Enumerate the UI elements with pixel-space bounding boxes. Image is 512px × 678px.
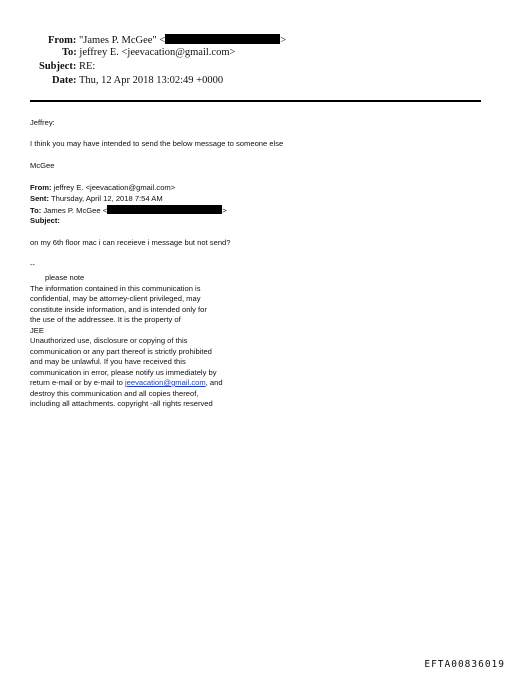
header-from-value: "James P. McGee" < xyxy=(79,35,166,46)
header-date-value: Thu, 12 Apr 2018 13:02:49 +0000 xyxy=(78,75,224,86)
quoted-subject xyxy=(30,216,60,226)
return-line-pre: return e-mail or by e-mail to xyxy=(30,378,125,387)
quoted-sent-value: Thursday, April 12, 2018 7:54 AM xyxy=(50,194,163,203)
please-note: please note xyxy=(45,273,85,282)
quoted-to-label: To: xyxy=(30,206,42,215)
header-subject xyxy=(39,61,95,73)
return-line-post: , and xyxy=(205,378,223,387)
signature-separator: -- xyxy=(30,260,36,269)
header-from-label: From: xyxy=(48,35,77,46)
quoted-subject-label: Subject: xyxy=(30,216,60,225)
disclaimer-line-5: JEE xyxy=(30,326,44,335)
disclaimer-line-3: constitute inside information, and is intended only for xyxy=(30,305,207,314)
disclaimer-line-6: Unauthorized use, disclosure or copying of this xyxy=(30,336,188,345)
reply-signature: McGee xyxy=(30,161,55,170)
quoted-sent xyxy=(30,194,163,204)
disclaimer-line-9: communication in error, please notify us immediately by xyxy=(30,368,217,377)
closing-line-1: destroy this communication and all copies thereof, xyxy=(30,389,199,398)
header-date xyxy=(52,75,223,87)
header-to-value: jeffrey E. <jeevacation@gmail.com> xyxy=(79,47,236,58)
quoted-to-end: > xyxy=(222,206,227,215)
reply-greeting: Jeffrey: xyxy=(30,118,55,127)
quoted-from-value: jeffrey E. <jeevacation@gmail.com> xyxy=(53,183,176,192)
header-subject-label: Subject: xyxy=(39,61,77,72)
header-divider xyxy=(30,100,481,102)
redaction-bar xyxy=(165,34,280,44)
quoted-to xyxy=(30,205,227,216)
header-from-end: > xyxy=(280,35,287,46)
disclaimer-line-4: the use of the addressee. It is the property of xyxy=(30,315,181,324)
quoted-sent-label: Sent: xyxy=(30,194,49,203)
quoted-from-label: From: xyxy=(30,183,52,192)
redaction-bar xyxy=(107,205,222,214)
disclaimer-line-2: confidential, may be attorney-client privileged, may xyxy=(30,294,201,303)
disclaimer-line-1: The information contained in this communication is xyxy=(30,284,201,293)
closing-line-2: including all attachments. copyright -all rights reserved xyxy=(30,399,213,408)
disclaimer-return-line xyxy=(30,378,223,388)
disclaimer-line-7: communication or any part thereof is strictly prohibited xyxy=(30,347,212,356)
header-from xyxy=(48,34,286,47)
reply-line: I think you may have intended to send the below message to someone else xyxy=(30,139,284,148)
email-link[interactable]: jeevacation@gmail.com xyxy=(124,378,206,387)
header-to xyxy=(62,47,235,59)
header-date-label: Date: xyxy=(52,75,77,86)
quoted-from xyxy=(30,183,175,193)
quoted-to-value: James P. McGee < xyxy=(43,206,108,215)
document-id: EFTA00836019 xyxy=(424,659,505,670)
header-subject-value: RE: xyxy=(78,61,96,72)
disclaimer-line-8: and may be unlawful. If you have received this xyxy=(30,357,186,366)
quoted-message: on my 6th floor mac i can receieve i message but not send? xyxy=(30,238,231,247)
header-to-label: To: xyxy=(62,47,77,58)
